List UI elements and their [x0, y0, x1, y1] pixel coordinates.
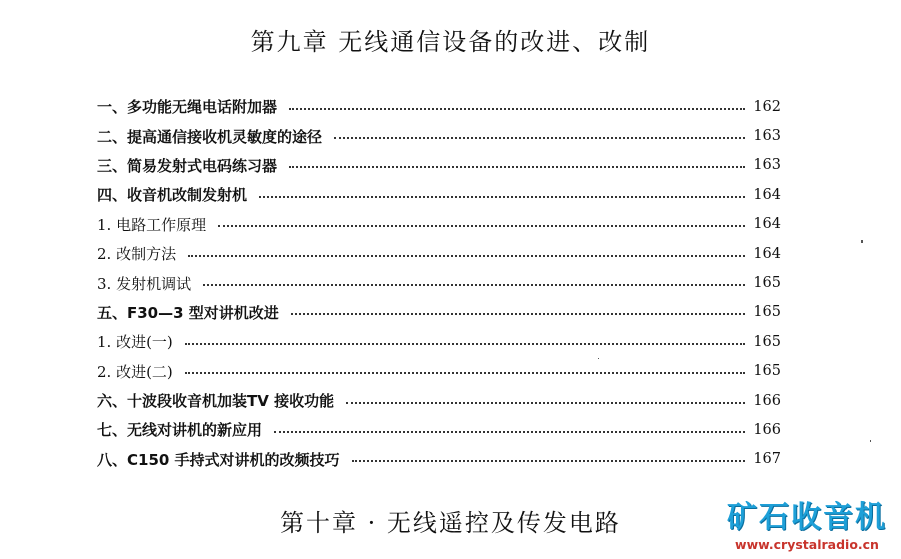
toc-page-number: 165	[751, 275, 781, 291]
toc-page-number: 164	[751, 187, 781, 203]
toc-entry[interactable]	[97, 415, 781, 444]
toc-entry-title: 2. 改制方法	[97, 243, 182, 264]
dot-leader	[188, 255, 745, 257]
dot-leader	[203, 284, 745, 286]
toc-page-number: 166	[751, 393, 781, 409]
toc-subentry[interactable]	[97, 268, 781, 297]
dot-leader	[218, 225, 745, 227]
toc-entry[interactable]	[97, 180, 781, 209]
toc-entry-title: 四、收音机改制发射机	[97, 184, 253, 205]
dot-leader	[185, 343, 745, 345]
scan-speck	[598, 358, 599, 359]
toc-entry-title: 一、多功能无绳电话附加器	[97, 96, 283, 117]
toc-page-number: 164	[751, 246, 781, 262]
watermark-logo: 矿石收音机	[727, 500, 887, 535]
toc-page-number: 167	[751, 451, 781, 467]
toc-entry[interactable]	[97, 92, 781, 121]
scan-speck	[861, 240, 863, 243]
chapter-9-title: 第九章 无线通信设备的改进、改制	[250, 28, 651, 56]
dot-leader	[289, 166, 745, 168]
toc-subentry[interactable]	[97, 239, 781, 268]
toc-page-number: 166	[751, 422, 781, 438]
toc-page-number: 163	[751, 128, 781, 144]
dot-leader	[291, 313, 745, 315]
toc-entry-title: 三、简易发射式电码练习器	[97, 155, 283, 176]
table-of-contents	[97, 92, 781, 474]
dot-leader	[274, 431, 745, 433]
dot-leader	[334, 137, 745, 139]
toc-page-number: 164	[751, 216, 781, 232]
watermark-url: www.crystalradio.cn	[735, 537, 879, 552]
toc-entry[interactable]	[97, 386, 781, 415]
toc-entry[interactable]	[97, 445, 781, 474]
toc-page-number: 163	[751, 157, 781, 173]
dot-leader	[352, 460, 745, 462]
toc-subentry[interactable]	[97, 357, 781, 386]
toc-page-number: 165	[751, 363, 781, 379]
toc-entry-title: 3. 发射机调试	[97, 273, 197, 294]
toc-page-number: 162	[751, 99, 781, 115]
dot-leader	[185, 372, 745, 374]
dot-leader	[346, 402, 745, 404]
toc-subentry[interactable]	[97, 210, 781, 239]
chapter-10-title: 第十章 · 无线遥控及传发电路	[280, 509, 621, 537]
dot-leader	[289, 108, 745, 110]
toc-entry-title: 七、无线对讲机的新应用	[97, 419, 268, 440]
toc-entry-title: 二、提高通信接收机灵敏度的途径	[97, 126, 328, 147]
toc-subentry[interactable]	[97, 327, 781, 356]
toc-entry[interactable]	[97, 121, 781, 150]
toc-page-number: 165	[751, 304, 781, 320]
toc-entry[interactable]	[97, 298, 781, 327]
watermark	[719, 499, 895, 555]
toc-entry-title: 八、C150 手持式对讲机的改频技巧	[97, 449, 346, 470]
toc-entry-title: 1. 改进(一)	[97, 331, 179, 352]
toc-entry-title: 六、十波段收音机加装TV 接收功能	[97, 390, 340, 411]
toc-entry[interactable]	[97, 151, 781, 180]
toc-entry-title: 五、F30—3 型对讲机改进	[97, 302, 285, 323]
dot-leader	[259, 196, 745, 198]
toc-entry-title: 2. 改进(二)	[97, 361, 179, 382]
scan-speck	[870, 440, 871, 442]
toc-entry-title: 1. 电路工作原理	[97, 214, 212, 235]
toc-page-number: 165	[751, 334, 781, 350]
